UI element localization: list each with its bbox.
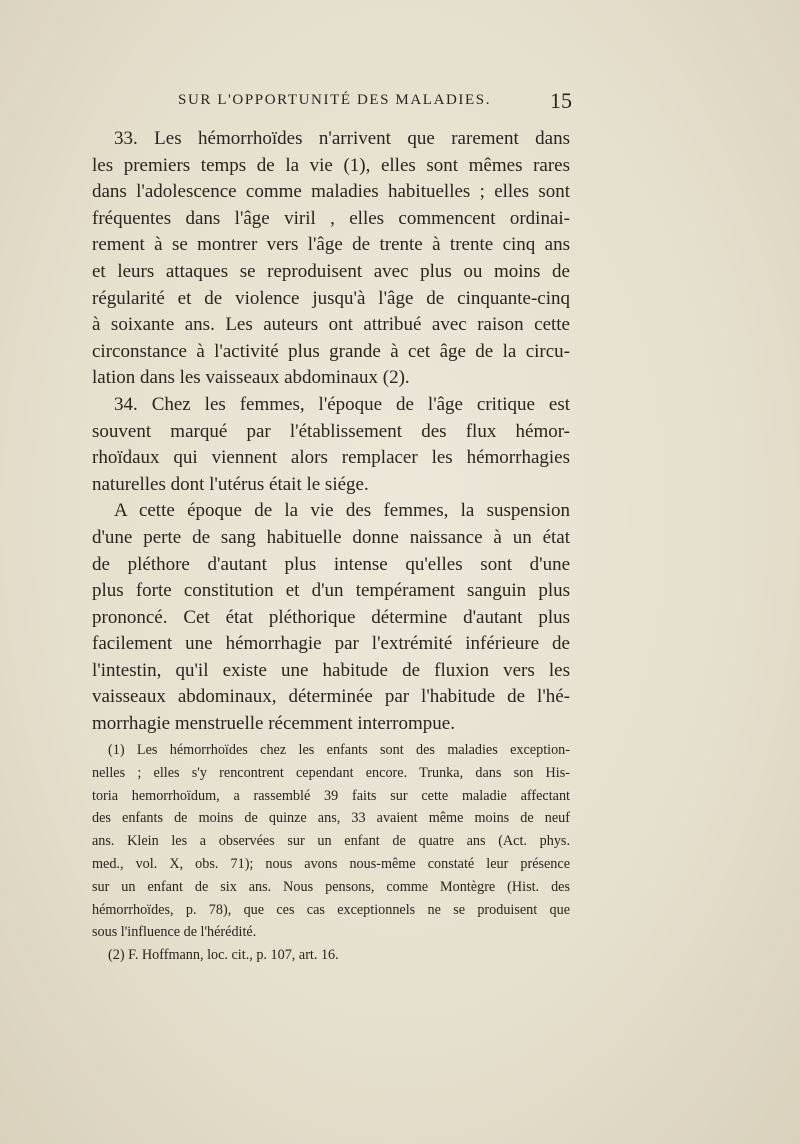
body-line: naturelles dont l'utérus était le siége. <box>92 473 369 495</box>
body-line: rement à se montrer vers l'âge de trente à trente cinq ans <box>92 234 570 256</box>
body-line: plus forte constitution et d'un tempérament sanguin plus <box>92 580 570 602</box>
footnote-line: (1) Les hémorrhoïdes chez les enfants sont des maladies exception- <box>108 742 570 758</box>
body-line: les premiers temps de la vie (1), elles sont mêmes rares <box>92 154 570 176</box>
body-line: 34. Chez les femmes, l'époque de l'âge critique est <box>114 393 570 415</box>
footnote-line: nelles ; elles s'y rencontrent cependant encore. Trunka, dans son His- <box>92 764 570 781</box>
footnote-line: med., vol. X, obs. 71); nous avons nous-même constaté leur présence <box>92 855 570 872</box>
footnote-line: ans. Klein les a observées sur un enfant de quatre ans (Act. phys. <box>92 833 570 850</box>
body-line: A cette époque de la vie des femmes, la suspension <box>114 500 570 522</box>
body-line: rhoïdaux qui viennent alors remplacer les hémorrhagies <box>92 447 570 469</box>
body-line: morrhagie menstruelle récemment interrompue. <box>92 713 455 735</box>
footnote-line: toria hemorrhoïdum, a rassemblé 39 faits sur cette maladie affectant <box>92 787 570 804</box>
body-line: vaisseaux abdominaux, déterminée par l'habitude de l'hé- <box>92 686 570 708</box>
body-line: régularité et de violence jusqu'à l'âge de cinquante-cinq <box>92 287 570 309</box>
body-text <box>92 126 570 738</box>
body-line: et leurs attaques se reproduisent avec plus ou moins de <box>92 260 570 282</box>
footnote-line: des enfants de moins de quinze ans, 33 avaient même moins de neuf <box>92 810 570 827</box>
footnote-line: sous l'influence de l'hérédité. <box>92 924 257 941</box>
body-line: 33. Les hémorrhoïdes n'arrivent que rarement dans <box>114 128 570 149</box>
body-line: de pléthore d'autant plus intense qu'elles sont d'une <box>92 553 570 575</box>
body-line: dans l'adolescence comme maladies habituelles ; elles sont <box>92 181 570 203</box>
body-line: lation dans les vaisseaux abdominaux (2). <box>92 367 410 389</box>
running-title: SUR L'OPPORTUNITÉ DES MALADIES. <box>178 92 492 108</box>
page-header <box>178 88 572 116</box>
footnotes <box>92 739 570 967</box>
footnote-line: hémorrhoïdes, p. 78), que ces cas exceptionnels ne se produisent que <box>92 901 570 918</box>
body-line: fréquentes dans l'âge viril , elles commencent ordinai- <box>92 207 570 229</box>
body-line: l'intestin, qu'il existe une habitude de fluxion vers les <box>92 659 570 681</box>
footnote-line: sur un enfant de six ans. Nous pensons, comme Montègre (Hist. des <box>92 878 570 895</box>
footnote-line: (2) F. Hoffmann, loc. cit., p. 107, art. 16. <box>108 947 339 964</box>
body-line: d'une perte de sang habituelle donne naissance à un état <box>92 526 570 548</box>
page-number: 15 <box>550 88 572 113</box>
body-line: prononcé. Cet état pléthorique détermine d'autant plus <box>92 606 570 628</box>
body-line: circonstance à l'activité plus grande à cet âge de la circu- <box>92 340 570 362</box>
body-line: à soixante ans. Les auteurs ont attribué avec raison cette <box>92 314 570 336</box>
body-line: souvent marqué par l'établissement des flux hémor- <box>92 420 570 442</box>
body-line: facilement une hémorrhagie par l'extrémité inférieure de <box>92 633 570 655</box>
